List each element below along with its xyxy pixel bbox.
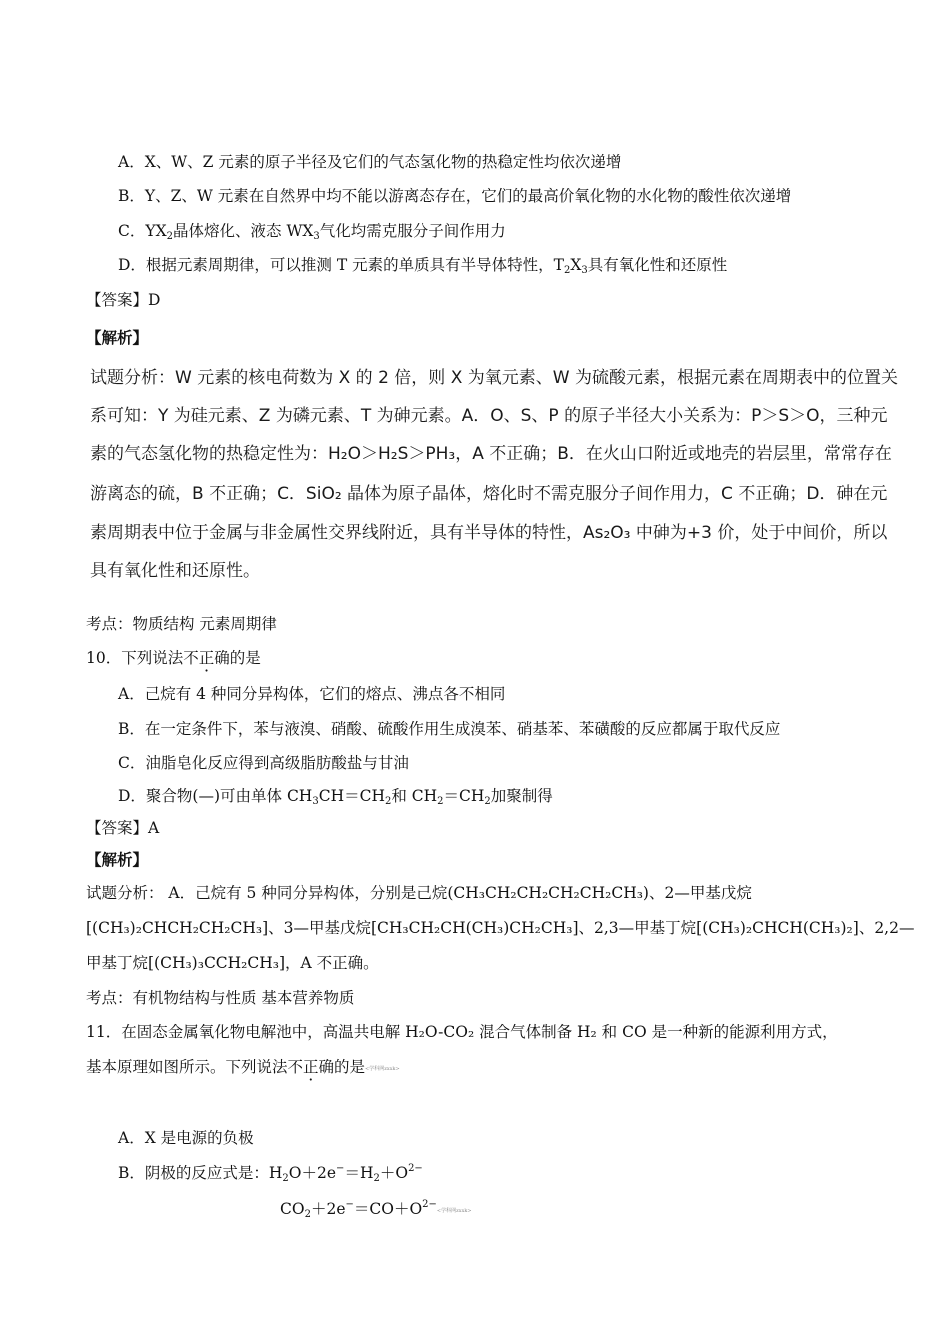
q10-analysis-title: 【解析】 xyxy=(86,850,149,869)
q11-stem-line1: 11．在固态金属氧化物电解池中，高温共电解 H₂O-CO₂ 混合气体制备 H₂ 和 CO 是一种新的能源利用方式， xyxy=(86,1023,838,1041)
q9-analysis-line: 具有氧化性和还原性。 xyxy=(90,561,260,581)
q10-option-b: B．在一定条件下，苯与液溴、硝酸、硫酸作用生成溴苯、硝基苯、苯磺酸的反应都属于取代反应 xyxy=(118,720,781,738)
q10-answer: 【答案】A xyxy=(86,819,160,837)
q11-option-b: B．阴极的反应式是：$H_2O+2e^-=H_2+O^{2-}$ xyxy=(118,1163,423,1184)
q11-option-a: A．X 是电源的负极 xyxy=(118,1129,254,1147)
q10-option-a: A．己烷有 4 种同分异构体，它们的熔点、沸点各不相同 xyxy=(118,685,506,703)
watermark: <学科网zxxk> xyxy=(365,1066,400,1072)
q9-analysis-title: 【解析】 xyxy=(86,328,149,347)
q9-answer: 【答案】D xyxy=(86,291,161,309)
q9-option-d: D．根据元素周期律，可以推测 T 元素的单质具有半导体特性，$T_2X_3$具有氧化性和还原性 xyxy=(118,256,728,276)
q11-option-b-line2: $CO_2+2e^-=CO+O^{2-}<$学科网zxxk> xyxy=(280,1199,472,1220)
q9-option-c: C．$YX_2$晶体熔化、液态 $WX_3$气化均需克服分子间作用力 xyxy=(118,222,506,242)
q9-analysis-line: 素周期表中位于金属与非金属性交界线附近，具有半导体的特性，As₂O₃ 中砷为+3 价，处于中间价，所以 xyxy=(90,523,888,543)
q9-option-a: A．X、W、Z 元素的原子半径及它们的气态氢化物的热稳定性均依次递增 xyxy=(118,153,622,171)
q9-kaodian: 考点：物质结构 元素周期律 xyxy=(86,615,277,633)
watermark: <学科网zxxk> xyxy=(436,1208,472,1214)
q9-analysis-line: 试题分析：W 元素的核电荷数为 X 的 2 倍，则 X 为氧元素、W 为硫酸元素，根据元素在周期表中的位置关 xyxy=(90,368,898,388)
q10-kaodian: 考点：有机物结构与性质 基本营养物质 xyxy=(86,989,355,1007)
q9-option-b: B．Y、Z、W 元素在自然界中均不能以游离态存在，它们的最高价氧化物的水化物的酸性依次递增 xyxy=(118,187,792,205)
q9-analysis-line: 系可知：Y 为硅元素、Z 为磷元素、T 为砷元素。A．O、S、P 的原子半径大小关系为：P＞S＞O，三种元 xyxy=(90,406,888,426)
q10-stem: 10．下列说法不正确的是 xyxy=(86,649,261,667)
q9-analysis-line: 素的气态氢化物的热稳定性为：H₂O＞H₂S＞PH₃，A 不正确；B．在火山口附近或地壳的岩层里，常常存在 xyxy=(90,444,892,464)
q10-option-c: C．油脂皂化反应得到高级脂肪酸盐与甘油 xyxy=(118,754,409,772)
q10-analysis-line: [(CH₃)₂CHCH₂CH₂CH₃]、3—甲基戊烷[CH₃CH₂CH(CH₃)CH₂CH₃]、2,3—甲基丁烷[(CH₃)₂CHCH(CH₃)₂]、2,2— xyxy=(86,919,915,937)
q10-analysis-line: 甲基丁烷[(CH₃)₃CCH₂CH₃]，A 不正确。 xyxy=(86,954,379,972)
q10-analysis-line: 试题分析： A．己烷有 5 种同分异构体，分别是己烷(CH₃CH₂CH₂CH₂CH₂CH₃)、2—甲基戊烷 xyxy=(86,884,752,902)
q11-stem-line2: 基本原理如图所示。下列说法不正确的是<学科网zxxk> xyxy=(86,1058,400,1076)
q10-option-d: D．聚合物(—)可由单体 $CH_3CH=CH_2$和 $CH_2=CH_2$加聚制得 xyxy=(118,787,553,807)
q9-analysis-line: 游离态的硫，B 不正确；C．SiO₂ 晶体为原子晶体，熔化时不需克服分子间作用力，C 不正确；D．砷在元 xyxy=(90,484,888,504)
